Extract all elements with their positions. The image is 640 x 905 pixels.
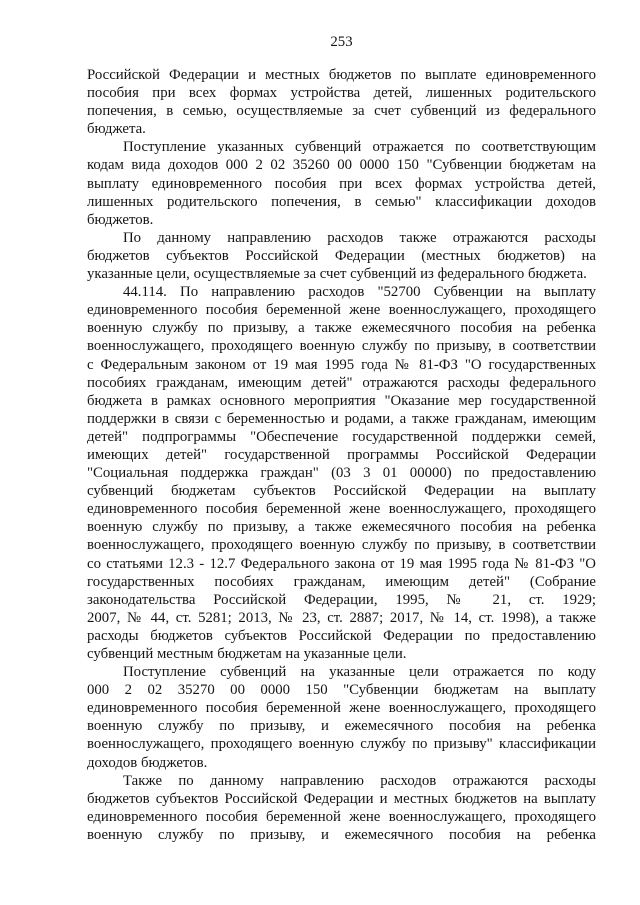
- text-line: единовременного пособия беременной жене военнослужащего, проходящего: [87, 808, 596, 825]
- text-line: имеющих детей" государственной программы Российской Федерации: [87, 446, 596, 463]
- text-line: лишенных родительского попечения, в семью" классификации доходов: [87, 193, 596, 210]
- text-line: Поступление субвенций на указанные цели отражается по коду: [123, 664, 596, 681]
- text-line: Также по данному направлению расходов отражаются расходы: [123, 772, 596, 789]
- text-line: "Социальная поддержка граждан" (03 3 01 00000) по предоставлению: [87, 465, 596, 482]
- text-line: бюджетов.: [87, 211, 154, 228]
- text-line: военную службу по призыву, а также ежемесячного пособия на ребенка: [87, 320, 596, 337]
- text-line: выплату единовременного пособия при всех формах устройства детей,: [87, 175, 596, 192]
- text-line: 000 2 02 35270 00 0000 150 "Субвенции бюджетам на выплату: [87, 682, 596, 699]
- text-line: 2007, № 44, ст. 5281; 2013, № 23, ст. 2887; 2017, № 14, ст. 1998), а также: [87, 609, 596, 626]
- text-line: субвенций местным бюджетам на указанные цели.: [87, 646, 407, 662]
- paragraph: [87, 663, 596, 772]
- text-line: бюджета.: [87, 121, 146, 138]
- text-line: бюджета в рамках основного мероприятия "Оказание мер государственной: [87, 392, 596, 409]
- text-line: военнослужащего, проходящего военную службу по призыву, в соответствии: [87, 338, 596, 355]
- text-line: пособия при всех формах устройства детей, лишенных родительского: [87, 85, 596, 102]
- page-number: 253: [330, 34, 353, 50]
- text-line: законодательства Российской Федерации, 1995, № 21, ст. 1929;: [87, 591, 596, 608]
- text-line: расходы бюджетов субъектов Российской Федерации по предоставлению: [87, 627, 596, 644]
- text-line: указанные цели, осуществляемые за счет субвенций из федерального бюджета.: [87, 266, 587, 283]
- text-line: 44.114. По направлению расходов "52700 Субвенции на выплату: [123, 284, 596, 301]
- text-line: Российской Федерации и местных бюджетов по выплате единовременного: [87, 67, 596, 83]
- text-line: единовременного пособия беременной жене военнослужащего, проходящего: [87, 302, 596, 319]
- paragraph: [87, 138, 596, 228]
- text-line: с Федеральным законом от 19 мая 1995 года № 81-ФЗ "О государственных: [87, 356, 596, 373]
- text-line: бюджетов субъектов Российской Федерации и местных бюджетов на выплату: [87, 790, 596, 807]
- text-line: единовременного пособия беременной жене военнослужащего, проходящего: [87, 700, 596, 717]
- paragraph-continued: [87, 66, 596, 138]
- text-line: бюджетов субъектов Российской Федерации (местных бюджетов) на: [87, 247, 596, 264]
- text-line: детей" подпрограммы "Обеспечение государственной поддержки семей,: [87, 428, 596, 445]
- text-line: военную службу по призыву, и ежемесячного пособия на ребенка: [87, 718, 596, 735]
- text-line: доходов бюджетов.: [87, 754, 208, 771]
- paragraph-continues-next-page: [87, 772, 596, 844]
- text-line: поддержки в связи с беременностью и родами, а также гражданам, имеющим: [87, 410, 596, 427]
- text-line: военную службу по призыву, а также ежемесячного пособия на ребенка: [87, 519, 596, 536]
- text-line: государственных пособиях гражданам, имеющим детей" (Собрание: [87, 573, 596, 590]
- text-line: со статьями 12.3 - 12.7 Федерального закона от 19 мая 1995 года № 81-ФЗ "О: [87, 555, 596, 572]
- text-line: пособиях гражданам, имеющим детей" отражаются расходы федерального: [87, 374, 596, 391]
- paragraph-section-44-114: [87, 283, 596, 663]
- text-line: военнослужащего, проходящего военную службу по призыву, в соответствии: [87, 537, 596, 554]
- text-line: Поступление указанных субвенций отражается по соответствующим: [123, 139, 596, 156]
- text-line: военную службу по призыву, и ежемесячного пособия на ребенка: [87, 826, 596, 843]
- paragraph: [87, 229, 596, 283]
- text-line: По данному направлению расходов также отражаются расходы: [123, 229, 596, 246]
- text-line: попечения, в семью, осуществляемые за счет субвенций из федерального: [87, 103, 596, 120]
- text-line: кодам вида доходов 000 2 02 35260 00 0000 150 "Субвенции бюджетам на: [87, 157, 596, 174]
- document-body: [87, 66, 596, 844]
- text-line: субвенций бюджетам субъектов Российской Федерации на выплату: [87, 483, 596, 500]
- text-line: единовременного пособия беременной жене военнослужащего, проходящего: [87, 501, 596, 518]
- text-line: военнослужащего, проходящего военную службу по призыву" классификации: [87, 736, 596, 753]
